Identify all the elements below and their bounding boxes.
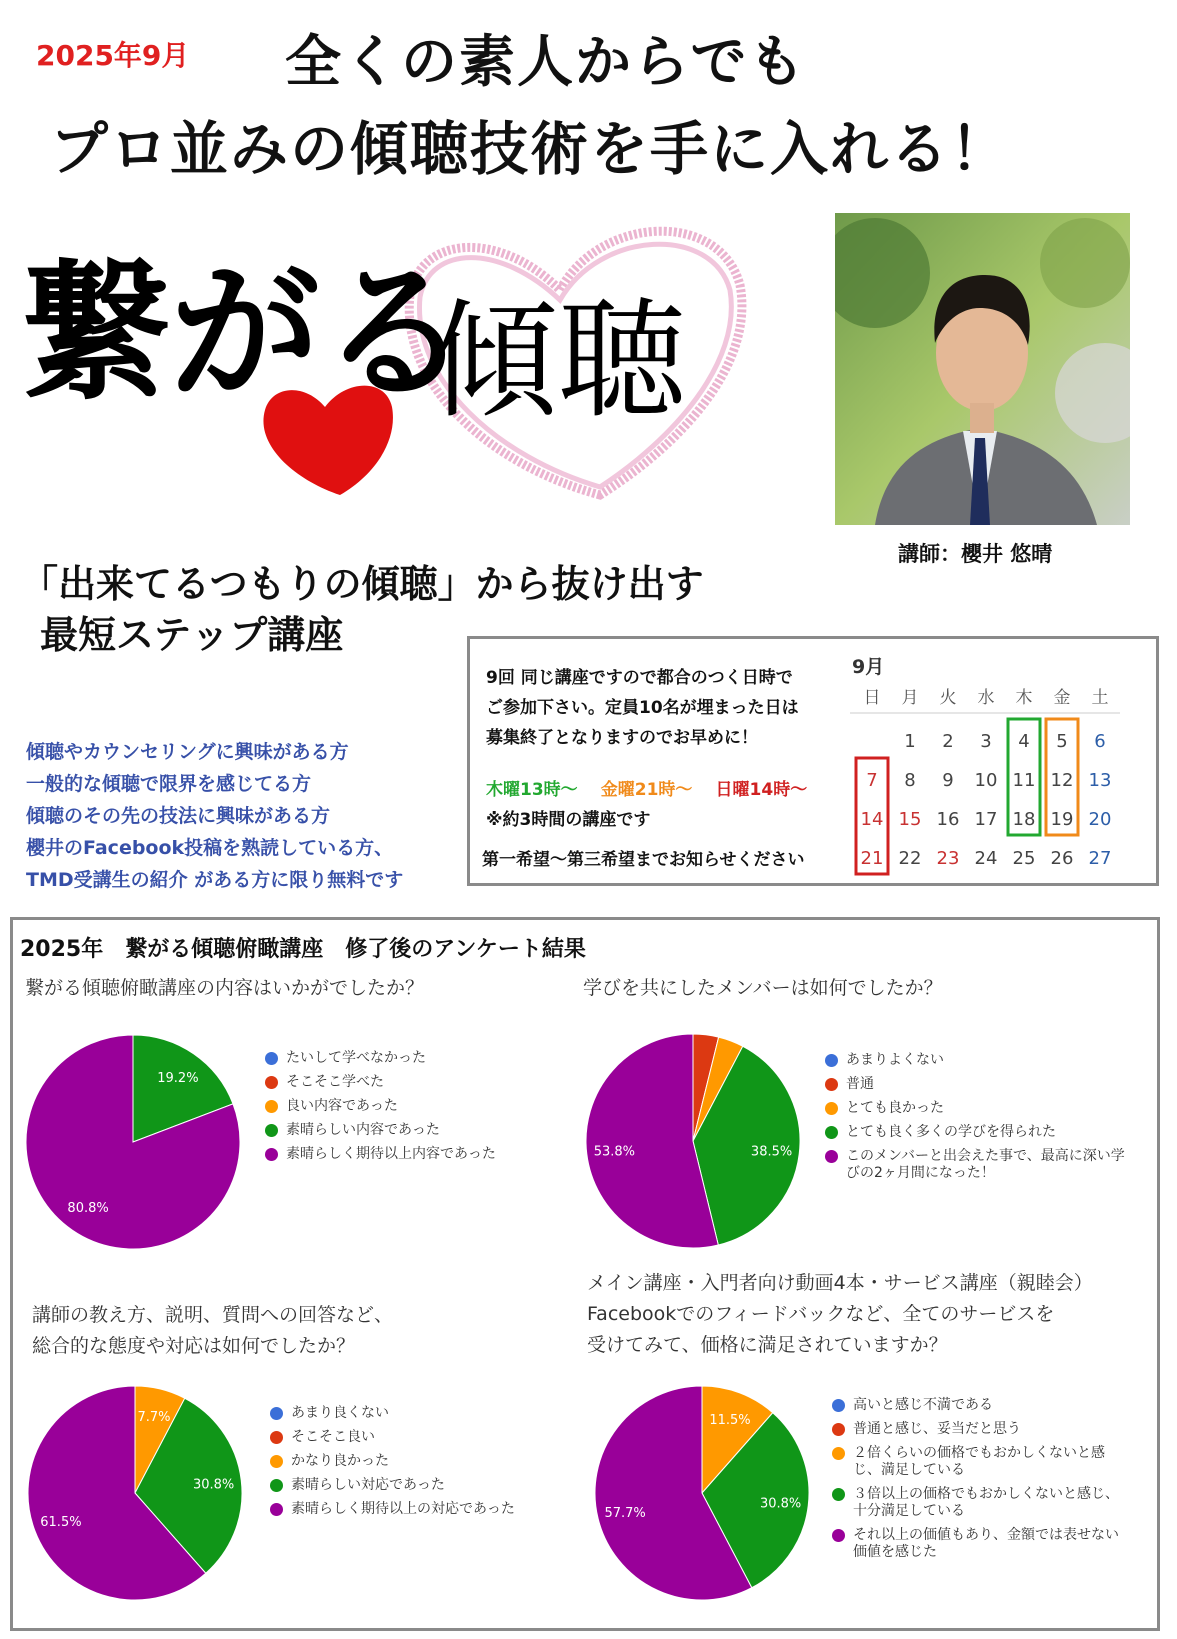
legend-label: 素晴らしく期待以上の対応であった [291, 1501, 515, 1517]
legend-label: ２倍くらいの価格でもおかしくないと感じ、満足している [853, 1445, 1105, 1478]
headline-line-1: 全くの素人からでも [285, 30, 807, 95]
legend-item [832, 1397, 1132, 1414]
calendar-day: 11 [1012, 770, 1036, 791]
legend-swatch [265, 1052, 278, 1065]
calendar-weekday: 土 [1091, 688, 1109, 708]
pie-slice-label: 61.5% [40, 1514, 82, 1530]
calendar-day: 17 [974, 809, 998, 830]
target-item: 傾聴やカウンセリングに興味がある方 [26, 741, 349, 763]
legend-label: 普通と感じ、妥当だと思う [853, 1421, 1021, 1437]
legend-item [832, 1527, 1132, 1561]
question-3 [32, 1300, 393, 1362]
pie-slice-label: 11.5% [709, 1412, 751, 1428]
calendar-day: 3 [980, 731, 992, 752]
headline-line-2: プロ並みの傾聴技術を手に入れる！ [50, 115, 1011, 183]
legend-label: かなり良かった [291, 1453, 389, 1469]
legend-label: そこそこ良い [291, 1429, 375, 1445]
legend-item [832, 1486, 1132, 1520]
legend-item [825, 1052, 1135, 1069]
calendar-day: 23 [936, 848, 960, 869]
pie-slice-label: 30.8% [192, 1477, 235, 1493]
target-item: TMD受講生の紹介 がある方に限り無料です [26, 869, 404, 891]
pie-slice-label: 57.7% [604, 1505, 646, 1521]
calendar-day: 8 [904, 770, 916, 791]
legend-swatch [265, 1076, 278, 1089]
pie-slice-label: 7.7% [137, 1410, 171, 1426]
legend-item [270, 1405, 540, 1422]
legend-item [265, 1146, 535, 1163]
target-item: 一般的な傾聴で限界を感じてる方 [26, 773, 312, 795]
calendar-weekday: 月 [901, 688, 919, 708]
schedule-note-1: 9回 同じ講座ですので都合のつく日時で [486, 668, 793, 688]
legend-item [832, 1445, 1132, 1479]
question-4-line: Facebookでのフィードバックなど、全てのサービスを [587, 1303, 1055, 1325]
calendar-weekday: 日 [863, 688, 881, 708]
calendar-day: 12 [1050, 770, 1074, 791]
legend-swatch [832, 1529, 845, 1542]
question-2: 学びを共にしたメンバーは如何でしたか？ [583, 977, 943, 999]
subtitle-line-1: 「出来てるつもりの傾聴」から抜け出す [20, 562, 704, 606]
calendar-weekday: 水 [977, 688, 995, 708]
legend-item [825, 1076, 1135, 1093]
legend-swatch [832, 1423, 845, 1436]
calendar-weekday: 火 [939, 688, 957, 708]
question-3-line: 講師の教え方、説明、質問への回答など、 [32, 1304, 394, 1326]
calendar-day: 13 [1088, 770, 1112, 791]
time-friday: 金曜21時～ [600, 780, 693, 800]
legend-label: 素晴らしい内容であった [286, 1122, 440, 1138]
session-times [486, 775, 825, 800]
instructor-caption: 講師：櫻井 悠晴 [898, 542, 1053, 566]
pie-chart-content [20, 1029, 246, 1255]
legend-label: そこそこ学べた [286, 1074, 384, 1090]
legend-swatch [270, 1503, 283, 1516]
calendar-month: 9月 [852, 656, 885, 678]
question-4 [587, 1268, 1093, 1361]
calendar-day: 6 [1094, 731, 1106, 752]
pie-slice-label: 19.2% [157, 1070, 199, 1086]
target-audience-list [26, 736, 403, 896]
legend-item [270, 1501, 540, 1518]
legend-swatch [265, 1124, 278, 1137]
legend-item [270, 1429, 540, 1446]
legend-item [265, 1098, 535, 1115]
legend-label: このメンバーと出会えた事で、最高に深い学びの2ヶ月間になった！ [846, 1148, 1125, 1181]
time-sunday: 日曜14時～ [715, 780, 808, 800]
legend-swatch [825, 1054, 838, 1067]
legend-swatch [832, 1488, 845, 1501]
legend-swatch [825, 1150, 838, 1163]
schedule-note-2: ご参加下さい。定員10名が埋まった日は [486, 698, 799, 718]
calendar-day: 21 [860, 848, 884, 869]
logo-text-tsunagaru: 繋がる [20, 247, 471, 421]
legend-content [265, 1050, 535, 1170]
target-item: 櫻井のFacebook投稿を熟読している方、 [26, 837, 394, 859]
pie-chart-members [580, 1028, 806, 1254]
calendar-day: 16 [936, 809, 960, 830]
schedule-box [467, 636, 1159, 886]
logo-text-keicho: 傾聴 [430, 287, 687, 436]
legend-swatch [270, 1407, 283, 1420]
pie-slice-label: 30.8% [759, 1496, 802, 1512]
calendar-day: 26 [1050, 848, 1074, 869]
logo-artwork [20, 195, 810, 525]
calendar-day: 1 [904, 731, 916, 752]
legend-label: 素晴らしく期待以上内容であった [286, 1146, 496, 1162]
legend-item [825, 1124, 1135, 1141]
time-thursday: 木曜13時～ [486, 780, 578, 800]
legend-swatch [270, 1431, 283, 1444]
survey-title: 2025年 繋がる傾聴俯瞰講座 修了後のアンケート結果 [20, 937, 586, 962]
calendar-day: 10 [974, 770, 998, 791]
legend-label: たいして学べなかった [286, 1050, 426, 1066]
legend-label: あまりよくない [846, 1052, 944, 1068]
legend-swatch [825, 1078, 838, 1091]
calendar-day: 20 [1088, 809, 1112, 830]
pie-slice-label: 38.5% [750, 1144, 793, 1160]
duration-note: ※約3時間の講座です [486, 810, 651, 830]
legend-item [265, 1074, 535, 1091]
question-4-line: メイン講座・入門者向け動画4本・サービス講座（親睦会） [587, 1272, 1093, 1294]
legend-swatch [265, 1100, 278, 1113]
question-3-line: 総合的な態度や対応は如何でしたか？ [32, 1335, 356, 1357]
legend-item [265, 1050, 535, 1067]
legend-label: とても良かった [846, 1100, 944, 1116]
legend-swatch [270, 1479, 283, 1492]
legend-swatch [270, 1455, 283, 1468]
legend-item [270, 1453, 540, 1470]
calendar-day: 14 [860, 809, 884, 830]
legend-label: 高いと感じ不満である [853, 1397, 993, 1413]
request-note: 第一希望～第三希望までお知らせください [482, 850, 805, 870]
calendar-day: 24 [974, 848, 998, 869]
instructor-photo [835, 213, 1130, 525]
calendar-day: 4 [1018, 731, 1030, 752]
pie-chart-instructor [22, 1380, 248, 1606]
legend-swatch [832, 1447, 845, 1460]
calendar-day: 9 [942, 770, 954, 791]
target-item: 傾聴のその先の技法に興味がある方 [26, 805, 331, 827]
legend-item [270, 1477, 540, 1494]
calendar [850, 649, 1150, 884]
legend-label: 良い内容であった [286, 1098, 398, 1114]
legend-item [825, 1100, 1135, 1117]
legend-swatch [825, 1102, 838, 1115]
legend-label: あまり良くない [291, 1405, 389, 1421]
legend-swatch [825, 1126, 838, 1139]
calendar-weekday: 木 [1015, 688, 1033, 708]
legend-label: ３倍以上の価格でもおかしくないと感じ、十分満足している [853, 1486, 1119, 1519]
legend-label: 素晴らしい対応であった [291, 1477, 445, 1493]
subtitle-line-2: 最短ステップ講座 [40, 613, 344, 657]
legend-swatch [265, 1148, 278, 1161]
calendar-day: 18 [1012, 809, 1036, 830]
legend-members [825, 1052, 1135, 1189]
calendar-day: 25 [1012, 848, 1036, 869]
legend-item [265, 1122, 535, 1139]
pie-chart-price [589, 1380, 815, 1606]
legend-item [825, 1148, 1135, 1182]
schedule-note-3: 募集終了となりますのでお早めに！ [486, 728, 758, 748]
calendar-day: 5 [1056, 731, 1068, 752]
date-tag: 2025年9月 [36, 39, 190, 72]
pie-slice-label: 53.8% [593, 1144, 636, 1160]
legend-item [832, 1421, 1132, 1438]
question-4-line: 受けてみて、価格に満足されていますか？ [587, 1334, 948, 1356]
legend-instructor [270, 1405, 540, 1525]
legend-label: それ以上の価値もあり、金額では表せない価値を感じた [853, 1527, 1119, 1560]
calendar-day: 2 [942, 731, 954, 752]
legend-swatch [832, 1399, 845, 1412]
calendar-weekday: 金 [1053, 688, 1071, 708]
calendar-day: 15 [898, 809, 922, 830]
calendar-day: 22 [898, 848, 922, 869]
pie-slice-label: 80.8% [67, 1201, 109, 1217]
legend-price [832, 1397, 1132, 1568]
calendar-day: 19 [1050, 809, 1074, 830]
question-1: 繋がる傾聴俯瞰講座の内容はいかがでしたか？ [25, 977, 425, 999]
legend-label: とても良く多くの学びを得られた [846, 1124, 1056, 1140]
calendar-day: 7 [866, 770, 878, 791]
calendar-day: 27 [1088, 848, 1112, 869]
legend-label: 普通 [846, 1076, 874, 1092]
